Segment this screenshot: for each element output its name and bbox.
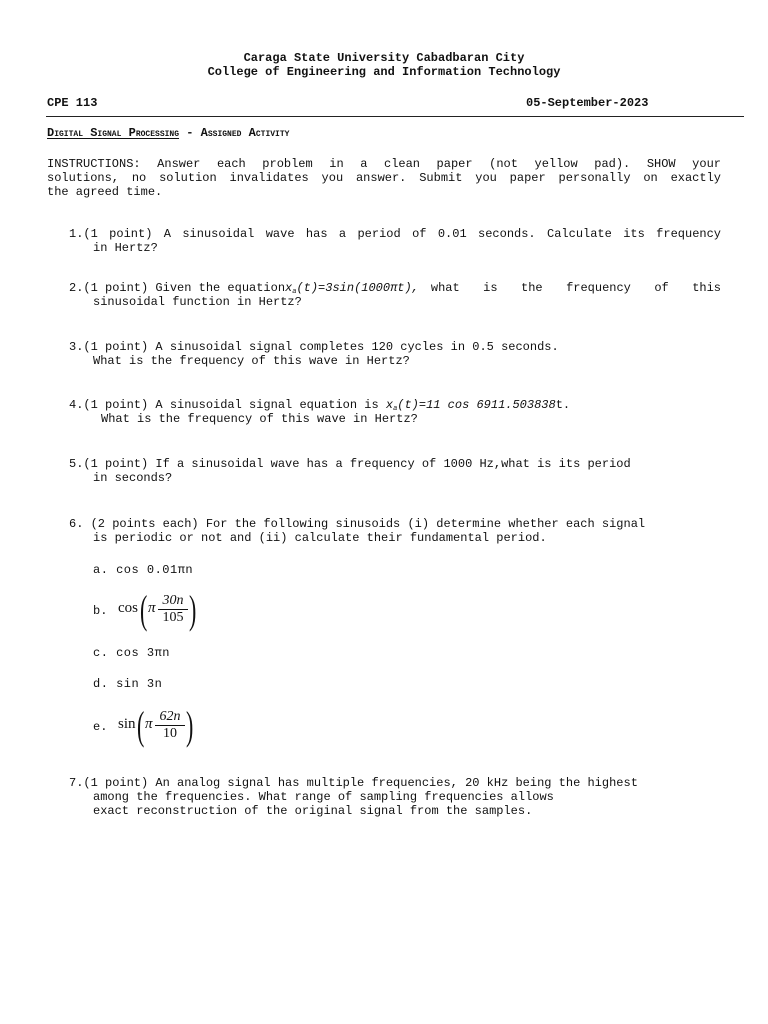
question-6-item-e-func: sin <box>118 716 136 732</box>
title-separator: - <box>179 126 201 140</box>
fraction-numerator: 30n <box>158 593 188 610</box>
left-paren-icon: ( <box>140 587 148 632</box>
question-7-line-2: among the frequencies. What range of sampling frequencies allows <box>93 790 554 804</box>
question-4-line-2: What is the frequency of this wave in Hertz? <box>101 412 418 426</box>
equation-subscript: a <box>393 405 398 413</box>
question-3-line-1: 3.(1 point) A sinusoidal signal completes 120 cycles in 0.5 seconds. <box>69 340 559 354</box>
university-name: Caraga State University Cabadbaran City <box>243 51 525 65</box>
question-5-line-2: in seconds? <box>93 471 173 485</box>
fraction-denominator: 105 <box>162 610 184 625</box>
question-6-item-c: c. cos 3πn <box>93 646 171 660</box>
fraction-denominator: 10 <box>163 726 177 741</box>
question-6-item-d: d. sin 3n <box>93 677 163 691</box>
question-4-prefix: 4.(1 point) A sinusoidal signal equation is <box>69 398 379 412</box>
question-6-item-a: a. cos 0.01πn <box>93 563 194 577</box>
question-7-line-1: 7.(1 point) An analog signal has multiple frequencies, 20 kHz being the highest <box>69 776 638 790</box>
header-divider <box>46 116 744 117</box>
college-name: College of Engineering and Information Technology <box>207 65 561 79</box>
equation-variable: x <box>285 281 293 295</box>
equation-variable: x <box>385 398 394 412</box>
course-code: CPE 113 <box>47 96 98 110</box>
fraction-numerator: 62n <box>155 709 185 726</box>
subject-name: Digital Signal Processing <box>47 126 180 140</box>
question-6-item-e-fraction <box>155 709 185 742</box>
question-6-item-b-fraction <box>158 593 188 626</box>
left-paren-icon: ( <box>137 703 145 748</box>
activity-title <box>47 126 289 140</box>
question-2-equation <box>285 281 419 299</box>
right-paren-icon: ) <box>186 703 194 748</box>
question-6-line-1: 6. (2 points each) For the following sinusoids (i) determine whether each signal <box>69 517 646 531</box>
question-1-line-1: 1.(1 point) A sinusoidal wave has a period of 0.01 seconds. Calculate its frequency <box>69 227 721 241</box>
question-2-prefix: 2.(1 point) Given the equation <box>69 281 286 295</box>
instructions-line-1: INSTRUCTIONS: Answer each problem in a clean paper (not yellow pad). SHOW your <box>47 157 721 171</box>
question-1-line-2: in Hertz? <box>93 241 158 255</box>
equation-subscript: a <box>292 288 297 296</box>
question-7-line-3: exact reconstruction of the original signal from the samples. <box>93 804 533 818</box>
question-6-item-b-label: b. <box>93 604 108 618</box>
equation-body: (t)=3sin(1000πt), <box>296 281 419 295</box>
activity-name: Assigned Activity <box>200 126 290 140</box>
question-2-line-2: sinusoidal function in Hertz? <box>93 295 302 309</box>
question-6-line-2: is periodic or not and (ii) calculate their fundamental period. <box>93 531 547 545</box>
instructions-line-3: the agreed time. <box>47 185 163 199</box>
equation-end: t. <box>555 398 571 412</box>
question-6-item-b-func: cos <box>118 600 138 616</box>
question-4-equation <box>386 398 556 412</box>
question-6-item-e-label: e. <box>93 720 108 734</box>
question-5-line-1: 5.(1 point) If a sinusoidal wave has a frequency of 1000 Hz,what is its period <box>69 457 631 471</box>
equation-body: (t)=11 cos 6911.503838 <box>397 398 556 412</box>
instructions-line-2: solutions, no solution invalidates you answer. Submit you paper personally on exactly <box>47 171 721 185</box>
question-2-suffix: what is the frequency of this <box>430 281 721 295</box>
question-3-line-2: What is the frequency of this wave in Hertz? <box>93 354 410 368</box>
question-6-item-e-pi: π <box>145 716 153 732</box>
question-6-item-b-pi: π <box>148 600 156 616</box>
right-paren-icon: ) <box>189 587 197 632</box>
document-date: 05-September-2023 <box>526 96 649 110</box>
